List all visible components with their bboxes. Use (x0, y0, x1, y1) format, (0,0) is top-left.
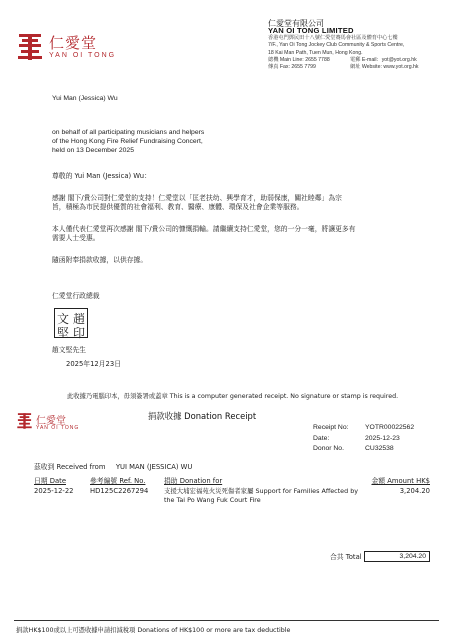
org-address-cn: 香港屯門鄧民田十八號仁愛堂賽馬會社區及體育中心七樓 (268, 34, 398, 41)
col-header-ref: 參考編號 Ref. No. (90, 477, 146, 485)
org-logo (16, 30, 126, 66)
org-website: 網址 Website: www.yot.org.hk (350, 64, 419, 71)
paragraph-1-line-1: 感謝 閣下/貴公司對仁愛堂的支持！仁愛堂以「匡老扶幼、興學育才，助弱保康，關社睦鄰」為宗 (52, 194, 342, 202)
table-row (34, 487, 430, 509)
row-date: 2025-12-22 (34, 487, 74, 495)
logo-name-cn: 仁愛堂 (49, 34, 98, 52)
recipient-name: Yui Man (Jessica) Wu (52, 95, 118, 102)
signer-name: 趙文堅先生 (52, 346, 86, 354)
total-amount-value: 3,204.20 (399, 553, 426, 560)
footer-divider (14, 620, 439, 621)
seal-char-4: 印 (73, 326, 86, 340)
receipt-logo-cn: 仁愛堂 (36, 416, 66, 427)
signature-seal (54, 308, 88, 338)
receipt-no-value: YOTR00022562 (365, 424, 415, 431)
computer-generated-notice: 此收據乃電腦印本，毋須簽署或蓋章 This is a computer generated receipt. No signature or stamp is required. (67, 393, 399, 400)
paragraph-1-line-2: 旨，積極為市民提供優質的社會福利、教育、醫療、康體、環保及社會企業等服務。 (52, 202, 304, 211)
seal-char-2: 堅 (57, 326, 70, 340)
total-amount (364, 551, 430, 562)
row-donation-line-1: 支援大埔宏福苑火災死傷者家屬 Support for Families Affected by (164, 487, 359, 495)
receipt-logo-en: YAN OI TONG (36, 425, 80, 431)
org-email: 電郵 E-mail：yot@yot.org.hk (350, 57, 417, 64)
col-header-date: 日期 Date (34, 477, 66, 485)
receipt-date-label: Date: (313, 434, 330, 442)
receipt-table-header (34, 477, 430, 487)
org-address-en-1: 7/F., Yan Oi Tong Jockey Club Community & Sports Centre, (268, 42, 405, 49)
yan-oi-tong-logo-icon (16, 412, 33, 430)
org-address-en-2: 18 Kai Man Path, Tuen Mun, Hong Kong. (268, 49, 363, 56)
behalf-line-2: of the Hong Kong Fire Relief Fundraising Concert, (52, 137, 203, 145)
row-donation-line-2: the Tai Po Wang Fuk Court Fire (164, 496, 261, 504)
receipt-title: 捐款收據 Donation Receipt (148, 411, 257, 421)
signer-title: 仁愛堂行政總裁 (52, 292, 100, 300)
received-from-label: 茲收到 Received from (34, 463, 106, 471)
org-name-en: YAN OI TONG LIMITED (268, 26, 354, 36)
row-ref: HD125C2267294 (90, 487, 149, 495)
receipt-logo (16, 411, 86, 437)
salutation: 尊敬的 Yui Man (Jessica) Wu： (52, 172, 151, 180)
behalf-line-1: on behalf of all participating musicians and helpers (52, 129, 205, 136)
logo-name-en: YAN OI TONG (49, 52, 117, 59)
paragraph-2 (52, 225, 356, 243)
paragraph-1 (52, 194, 342, 212)
org-name-cn: 仁愛堂有限公司 (268, 19, 324, 28)
receipt-date-value: 2025-12-23 (365, 434, 400, 442)
donor-no-value: CU32538 (365, 445, 394, 453)
behalf-line-3: held on 13 December 2025 (52, 146, 134, 154)
yan-oi-tong-logo-icon (16, 32, 44, 62)
seal-char-3: 趙 (73, 312, 86, 326)
row-amount: 3,204.20 (399, 487, 430, 495)
receipt-no-label: Receipt No: (313, 424, 349, 431)
org-main-line: 總機 Main Line: 2655 7788 (268, 57, 330, 64)
paragraph-3: 隨函附奉捐款收據，以供存據。 (52, 256, 148, 264)
total-label: 合共 Total (330, 553, 362, 561)
org-fax: 傳真 Fax: 2655 7799 (268, 64, 316, 71)
receipt-meta (313, 423, 415, 455)
col-header-donation: 捐助 Donation for (164, 477, 223, 485)
received-from (34, 463, 192, 472)
org-header (268, 19, 419, 72)
seal-char-1: 文 (57, 312, 70, 326)
received-from-name: YUI MAN (JESSICA) WU (115, 463, 193, 471)
col-header-amount: 金額 Amount HK$ (371, 477, 430, 485)
paragraph-2-line-2: 需要人士受惠。 (52, 233, 100, 242)
paragraph-2-line-1: 本人僅代表仁愛堂再次感謝 閣下/貴公司的慷慨捐輸。請繼續支持仁愛堂，您的一分一毫，將讓更多有 (52, 225, 356, 233)
donor-no-label: Donor No. (313, 445, 344, 453)
behalf-block (52, 129, 204, 156)
tax-deductible-footer: 捐款HK$100或以上可憑收據申請扣減稅項 Donations of HK$100 or more are tax deductible (16, 627, 291, 634)
letter-date: 2025年12月23日 (66, 360, 121, 368)
